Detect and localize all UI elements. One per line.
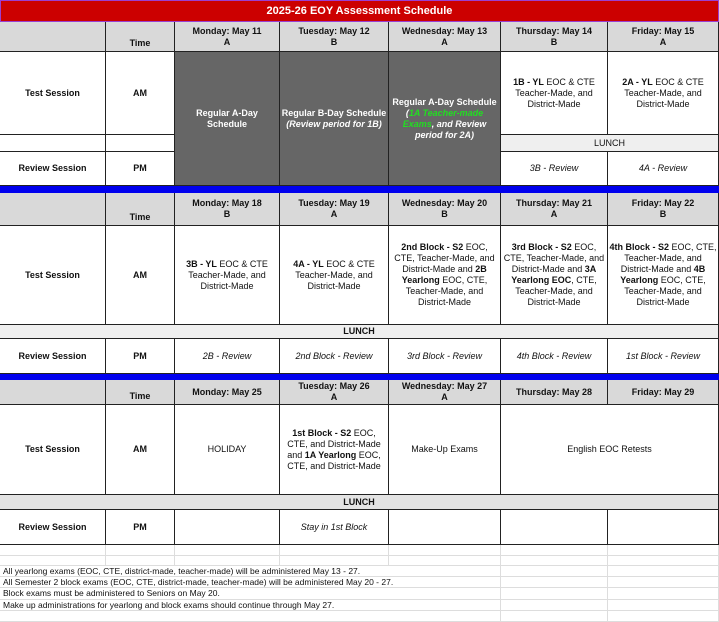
review-cell-text: 2B - Review [202, 350, 252, 361]
cell-text-segment: HOLIDAY [207, 444, 247, 454]
cell-text-segment: Regular A-Day Schedule [392, 96, 497, 107]
cell-text-part: Wednesday: May 20 [401, 198, 488, 208]
empty-cell[interactable] [608, 588, 719, 600]
cell-text-part: Monday: May 18 [192, 198, 262, 208]
day-header[interactable] [389, 193, 501, 226]
regular-schedule-tue[interactable] [280, 52, 389, 186]
cell-text-segment: ( [405, 107, 409, 118]
review-session-label-text: Review Session [18, 350, 87, 361]
exam-cell-text [176, 259, 278, 292]
header-time-text: Time [129, 38, 151, 48]
review-cell-text: 4th Block - Review [516, 350, 592, 361]
day-header-text [516, 26, 592, 48]
day-header[interactable] [501, 193, 608, 226]
empty-cell[interactable] [608, 556, 719, 566]
review-cell[interactable] [280, 510, 389, 545]
cell-text-segment: 4B Yearlong [620, 264, 706, 285]
day-header-text [298, 26, 369, 48]
exam-cell-text [609, 77, 717, 110]
exam-cell-text [390, 242, 499, 308]
day-header-text: Friday: May 29 [631, 386, 695, 397]
empty-cell[interactable] [608, 600, 719, 611]
header-blank[interactable] [0, 380, 106, 405]
header-time-text: Time [129, 212, 151, 222]
exam-cell-text [208, 444, 247, 455]
cell-text-segment: , CTE, Teacher-Made, and District-Made [515, 275, 597, 307]
header-time-text: Time [129, 391, 151, 401]
regular-schedule-mon[interactable] [175, 52, 280, 186]
cell-text-segment: EOC, CTE, and District-Made [287, 449, 381, 471]
day-header-text [632, 26, 695, 48]
cell-text-segment: EOC & CTE Teacher-Made, and District-Made [188, 258, 268, 291]
review-cell-text: 2nd Block - Review [295, 350, 373, 361]
cell-text-segment: EOC, CTE, Teacher-Made, and District-Made [405, 275, 488, 307]
day-header-text [298, 381, 369, 403]
regular-schedule-wed-text [390, 97, 499, 141]
review-session-label[interactable] [0, 339, 106, 374]
exam-cell[interactable] [608, 226, 719, 325]
day-header[interactable] [175, 22, 280, 52]
review-cell[interactable] [501, 339, 608, 374]
empty-cell[interactable] [608, 611, 719, 622]
exam-cell[interactable] [608, 52, 719, 135]
empty-cell[interactable] [501, 588, 608, 600]
cell-text-segment: 1A Teacher-made Exams [402, 107, 484, 129]
cell-text-segment: 2B Yearlong [401, 264, 487, 285]
header-blank[interactable] [0, 193, 106, 226]
am-label-text: AM [133, 269, 147, 280]
exam-cell-text [411, 444, 478, 455]
cell-text-segment: Regular B-Day Schedule [281, 107, 387, 118]
exam-cell[interactable] [280, 226, 389, 325]
review-cell-text: 3rd Block - Review [406, 350, 483, 361]
cell-text-part: A [441, 36, 448, 47]
review-cell[interactable] [175, 339, 280, 374]
exam-cell[interactable] [175, 226, 280, 325]
exam-cell-text [567, 444, 652, 455]
cell-text-part: A [330, 392, 338, 402]
cell-text-part: A [223, 36, 231, 47]
schedule-title: 2025-26 EOY Assessment Schedule [0, 0, 719, 22]
review-cell-text: 1st Block - Review [625, 350, 701, 361]
cell-text-segment: EOC, CTE, Teacher-Made, and District-Made and [503, 242, 605, 274]
day-header[interactable] [501, 22, 608, 52]
empty-cell[interactable] [501, 611, 608, 622]
cell-text-segment: English EOC Retests [567, 444, 652, 454]
review-cell[interactable] [501, 152, 608, 186]
cell-text-part: A [330, 209, 338, 219]
day-header-text: Monday: May 25 [192, 386, 262, 397]
test-session-label-text: Test Session [25, 87, 80, 98]
pm-label-text: PM [133, 521, 147, 532]
cell-text-segment: 4th Block - S2 [609, 242, 669, 252]
exam-cell[interactable] [501, 405, 719, 495]
empty-cell[interactable] [280, 556, 389, 566]
cell-text-segment: EOC & CTE Teacher-Made, and District-Made [624, 76, 704, 109]
exam-cell[interactable] [389, 405, 501, 495]
exam-cell-text [281, 259, 387, 292]
regular-schedule-tue-text [281, 108, 387, 130]
header-time[interactable] [106, 193, 175, 226]
pm-label-text: PM [133, 163, 147, 173]
cell-text-segment: 3A Yearlong EOC [511, 264, 597, 285]
cell-text-part: Tuesday: May 19 [298, 198, 370, 208]
review-cell[interactable] [389, 339, 501, 374]
cell-text-part: Wednesday: May 13 [401, 25, 488, 36]
exam-cell[interactable] [501, 226, 608, 325]
review-session-label-text: Review Session [18, 163, 87, 173]
am-label-text: AM [133, 444, 147, 454]
cell-text-part: A [441, 392, 448, 402]
empty-cell[interactable] [389, 545, 501, 556]
lunch-row[interactable] [501, 135, 719, 152]
empty-cell[interactable] [175, 556, 280, 566]
review-cell[interactable] [608, 339, 719, 374]
review-cell-text: 4A - Review [638, 163, 688, 173]
day-header[interactable] [389, 22, 501, 52]
cell-text-part: Tuesday: May 12 [298, 25, 370, 36]
exam-cell-text [609, 242, 717, 308]
cell-text-part: B [441, 209, 448, 219]
week-divider [0, 186, 719, 193]
day-header[interactable] [608, 193, 719, 226]
cell-text-part: Thursday: May 21 [515, 198, 593, 208]
cell-text-part: Monday: May 11 [192, 25, 262, 36]
day-header[interactable] [280, 380, 389, 405]
header-time[interactable] [106, 22, 175, 52]
lunch-row-text: LUNCH [343, 326, 375, 336]
cell-text-segment: 1st Block - S2 [292, 427, 352, 438]
am-label[interactable] [106, 405, 175, 495]
header-time[interactable] [106, 380, 175, 405]
spacer[interactable] [106, 135, 175, 152]
cell-text-segment: , and Review period for 2A) [414, 118, 487, 140]
lunch-row-text: LUNCH [343, 496, 375, 507]
day-header-text [402, 198, 487, 220]
am-label-text: AM [133, 87, 147, 98]
review-cell[interactable] [389, 510, 501, 545]
test-session-label[interactable] [0, 405, 106, 495]
footnote: Make up administrations for yearlong and block exams should continue through May 27. [3, 600, 335, 610]
regular-schedule-wed[interactable] [389, 52, 501, 186]
day-header-text [402, 381, 487, 403]
exam-cell[interactable] [389, 226, 501, 325]
empty-cell[interactable] [0, 545, 106, 556]
day-header[interactable] [175, 193, 280, 226]
review-cell[interactable] [175, 510, 280, 545]
day-header[interactable] [280, 22, 389, 52]
cell-text-part: Tuesday: May 26 [298, 381, 370, 391]
empty-cell[interactable] [501, 556, 608, 566]
footnote: Block exams must be administered to Seniors on May 20. [3, 588, 220, 598]
review-session-label[interactable] [0, 510, 106, 545]
day-header[interactable] [501, 380, 608, 405]
review-session-label-text: Review Session [18, 521, 87, 532]
exam-cell[interactable] [280, 405, 389, 495]
day-header-text: Thursday: May 28 [515, 386, 593, 397]
day-header[interactable] [175, 380, 280, 405]
day-header-text [402, 26, 487, 48]
cell-text-segment: EOC, CTE, and District-Made and [287, 427, 381, 460]
cell-text-segment: 3rd Block - S2 [511, 242, 572, 252]
cell-text-segment: EOC, CTE, Teacher-Made, and District-Made [624, 275, 706, 307]
day-header[interactable] [608, 380, 719, 405]
day-header[interactable] [608, 22, 719, 52]
spacer[interactable] [0, 135, 106, 152]
review-session-label[interactable] [0, 152, 106, 186]
cell-text-part: Friday: May 15 [631, 25, 695, 36]
empty-cell[interactable] [608, 566, 719, 577]
empty-cell[interactable] [106, 545, 175, 556]
review-cell[interactable] [608, 152, 719, 186]
lunch-row-text: LUNCH [593, 137, 625, 148]
exam-cell[interactable] [175, 405, 280, 495]
empty-cell[interactable] [501, 545, 608, 556]
cell-text-segment: 4A - YL [293, 258, 324, 269]
cell-text-segment: (Review period for 1B) [286, 118, 382, 129]
review-cell[interactable] [501, 510, 608, 545]
pm-label[interactable] [106, 339, 175, 374]
test-session-label-text: Test Session [25, 444, 80, 454]
regular-schedule-mon-text [176, 108, 278, 130]
am-label[interactable] [106, 226, 175, 325]
day-header-text [298, 198, 369, 220]
empty-cell[interactable] [501, 600, 608, 611]
cell-text-part: B [330, 36, 338, 47]
day-header[interactable] [389, 380, 501, 405]
cell-text-part: Friday: May 22 [631, 198, 695, 208]
exam-cell-text [502, 242, 606, 308]
cell-text-segment: 2nd Block - S2 [401, 242, 464, 252]
cell-text-part: B [659, 209, 667, 219]
empty-cell[interactable] [280, 545, 389, 556]
cell-text-part: A [659, 36, 667, 47]
cell-text-segment: Make-Up Exams [411, 444, 478, 454]
empty-cell[interactable] [106, 556, 175, 566]
day-header-text [516, 198, 592, 220]
empty-cell[interactable] [608, 577, 719, 588]
cell-text-segment: Regular A-Day Schedule [196, 107, 258, 129]
pm-label[interactable] [106, 510, 175, 545]
empty-cell[interactable] [608, 545, 719, 556]
empty-cell[interactable] [389, 556, 501, 566]
cell-text-part: B [223, 209, 231, 219]
exam-cell[interactable] [501, 52, 608, 135]
day-header-text [192, 198, 262, 220]
empty-cell[interactable] [175, 545, 280, 556]
cell-text-part: Wednesday: May 27 [401, 381, 488, 391]
cell-text-segment: 2A - YL [622, 76, 653, 87]
lunch-row[interactable] [0, 325, 719, 339]
test-session-label[interactable] [0, 52, 106, 135]
exam-cell-text [502, 77, 606, 110]
review-cell[interactable] [608, 510, 719, 545]
cell-text-segment: EOC & CTE Teacher-Made, and District-Made [295, 258, 375, 291]
day-header[interactable] [280, 193, 389, 226]
empty-cell[interactable] [501, 577, 608, 588]
cell-text-segment: EOC, CTE, Teacher-Made, and District-Made and [394, 242, 495, 274]
footnote: All Semester 2 block exams (EOC, CTE, district-made, teacher-made) will be administered May 20 - 27. [3, 577, 394, 587]
cell-text-segment: 1B - YL [513, 76, 544, 87]
cell-text-part: A [550, 209, 558, 219]
review-cell-text: Stay in 1st Block [300, 521, 368, 532]
cell-text-segment: EOC, CTE, Teacher-Made, and District-Made and [620, 242, 717, 274]
test-session-label[interactable] [0, 226, 106, 325]
cell-text-segment: EOC & CTE Teacher-Made, and District-Made [515, 76, 595, 109]
note-row [0, 611, 501, 622]
day-header-text [192, 26, 261, 48]
empty-cell[interactable] [501, 566, 608, 577]
cell-text-part: B [550, 36, 558, 47]
pm-label-text: PM [133, 350, 147, 361]
pm-label[interactable] [106, 152, 175, 186]
cell-text-segment: 3B - YL [186, 258, 217, 269]
cell-text-segment: 1A Yearlong [304, 449, 357, 460]
lunch-row[interactable] [0, 495, 719, 510]
day-header-text [632, 198, 695, 220]
exam-cell-text [281, 428, 387, 472]
cell-text-part: Thursday: May 14 [515, 25, 593, 36]
am-label[interactable] [106, 52, 175, 135]
test-session-label-text: Test Session [25, 269, 80, 280]
footnote: All yearlong exams (EOC, CTE, district-made, teacher-made) will be administered May 13 - 27. [3, 566, 361, 576]
review-cell[interactable] [280, 339, 389, 374]
empty-cell[interactable] [0, 556, 106, 566]
header-blank[interactable] [0, 22, 106, 52]
review-cell-text: 3B - Review [529, 163, 579, 173]
